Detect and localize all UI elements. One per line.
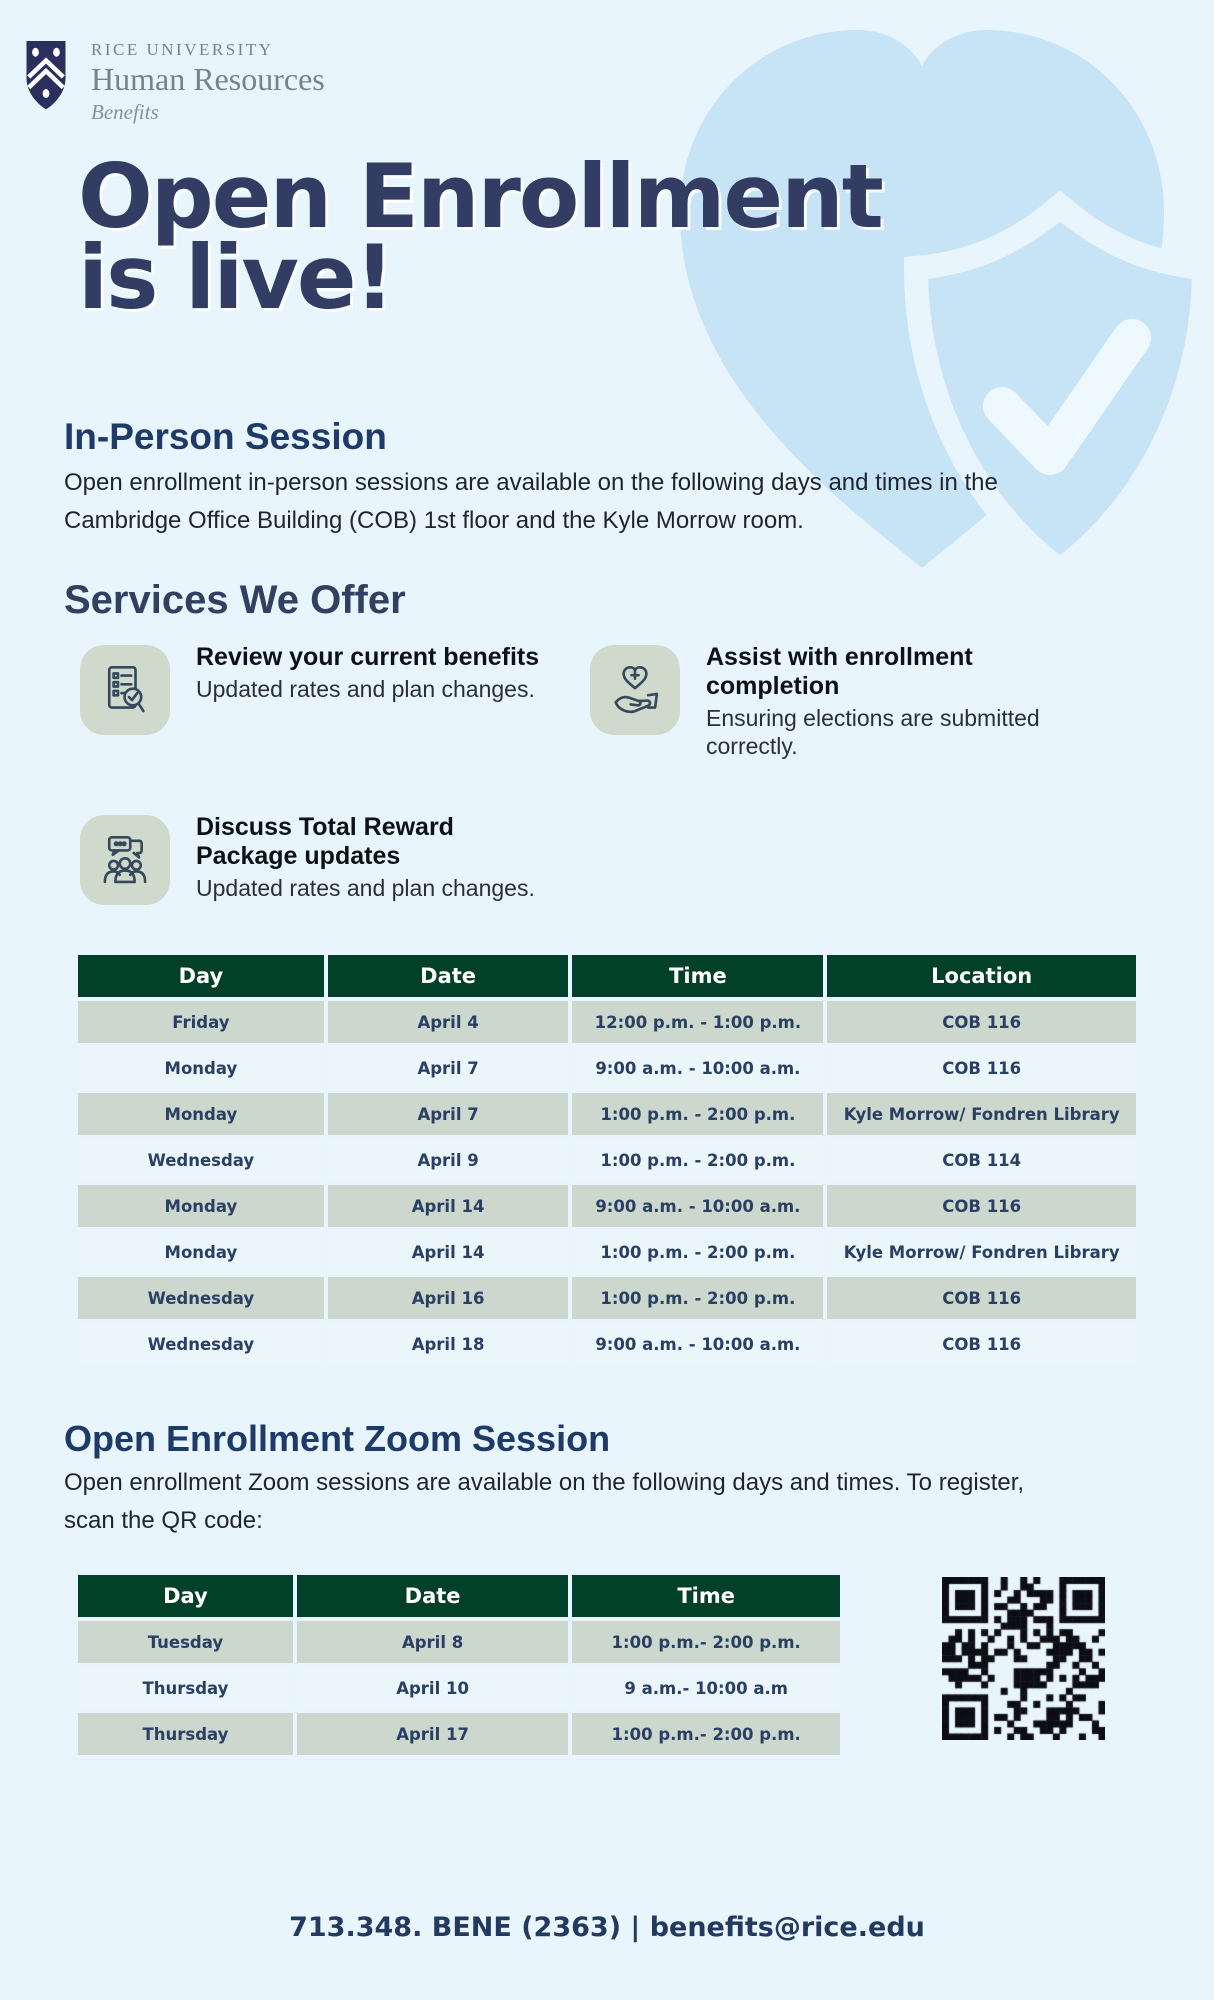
table-row	[78, 1047, 1136, 1089]
table-cell: 9 a.m.- 10:00 a.m	[572, 1667, 840, 1709]
table-cell: April 17	[297, 1713, 568, 1755]
service-desc: Updated rates and plan changes.	[196, 875, 535, 901]
zoom-session-description: Open enrollment Zoom sessions are available on the following days and times. To register, scan the QR code:	[64, 1469, 1025, 1534]
table-cell: Friday	[78, 1001, 324, 1043]
in-person-schedule-table	[74, 951, 1140, 1369]
table-cell: 12:00 p.m. - 1:00 p.m.	[572, 1001, 823, 1043]
logo-dept-name: Human Resources	[91, 61, 325, 97]
table-cell: April 7	[328, 1047, 569, 1089]
table-cell: Kyle Morrow/ Fondren Library	[827, 1231, 1136, 1273]
table-cell: Monday	[78, 1185, 324, 1227]
rice-shield-icon	[25, 39, 67, 112]
table-cell: Wednesday	[78, 1277, 324, 1319]
table-cell: 1:00 p.m. - 2:00 p.m.	[572, 1277, 823, 1319]
table-cell: COB 116	[827, 1277, 1136, 1319]
table-cell: COB 116	[827, 1323, 1136, 1365]
table-row	[78, 1185, 1136, 1227]
table-cell: 1:00 p.m. - 2:00 p.m.	[572, 1139, 823, 1181]
service-item-enrollment-completion	[590, 645, 1090, 760]
table-cell: 9:00 a.m. - 10:00 a.m.	[572, 1047, 823, 1089]
page-title	[78, 145, 882, 329]
table-row	[78, 1667, 840, 1709]
table-cell: April 18	[328, 1323, 569, 1365]
rice-hr-logo	[25, 36, 325, 125]
table-cell: COB 116	[827, 1185, 1136, 1227]
total-rewards-icon	[80, 815, 170, 905]
footer-contact: 713.348. BENE (2363) | benefits@rice.edu	[289, 1912, 925, 1943]
table-cell: Monday	[78, 1047, 324, 1089]
zoom-session-heading: Open Enrollment Zoom Session	[64, 1418, 611, 1459]
table-cell: 9:00 a.m. - 10:00 a.m.	[572, 1185, 823, 1227]
service-title: Discuss Total Reward Package updates	[196, 813, 454, 870]
table-row	[78, 1277, 1136, 1319]
table-cell: 1:00 p.m.- 2:00 p.m.	[572, 1713, 840, 1755]
services-heading: Services We Offer	[64, 578, 406, 622]
page-title-line2: is live!	[78, 226, 393, 329]
table-cell: COB 116	[827, 1001, 1136, 1043]
service-title: Assist with enrollment completion	[706, 643, 973, 700]
table-row	[78, 1231, 1136, 1273]
service-title: Review your current benefits	[196, 643, 540, 671]
page-title-line1: Open Enrollment	[78, 145, 882, 248]
column-header: Day	[78, 1575, 293, 1617]
table-row	[78, 1713, 840, 1755]
service-desc: Updated rates and plan changes.	[196, 676, 535, 702]
table-row	[78, 1001, 1136, 1043]
heart-shield-graphic	[630, 8, 1214, 658]
table-cell: 9:00 a.m. - 10:00 a.m.	[572, 1323, 823, 1365]
column-header: Time	[572, 1575, 840, 1617]
column-header: Day	[78, 955, 324, 997]
column-header: Date	[297, 1575, 568, 1617]
table-cell: 1:00 p.m. - 2:00 p.m.	[572, 1231, 823, 1273]
table-cell: April 14	[328, 1231, 569, 1273]
service-desc: Ensuring elections are submitted correctly.	[706, 705, 1040, 759]
service-item-review-benefits	[80, 645, 590, 760]
table-cell: April 9	[328, 1139, 569, 1181]
column-header: Time	[572, 955, 823, 997]
table-cell: 1:00 p.m.- 2:00 p.m.	[572, 1621, 840, 1663]
table-cell: COB 114	[827, 1139, 1136, 1181]
table-cell: April 16	[328, 1277, 569, 1319]
table-cell: COB 116	[827, 1047, 1136, 1089]
table-row	[78, 1323, 1136, 1365]
service-item-total-rewards	[80, 815, 590, 905]
in-person-heading: In-Person Session	[64, 416, 387, 457]
table-cell: Kyle Morrow/ Fondren Library	[827, 1093, 1136, 1135]
table-cell: April 7	[328, 1093, 569, 1135]
table-header-row	[78, 955, 1136, 997]
table-row	[78, 1621, 840, 1663]
logo-org-name: RICE UNIVERSITY	[91, 40, 274, 59]
zoom-registration-qr-code	[942, 1577, 1105, 1740]
table-cell: Wednesday	[78, 1139, 324, 1181]
table-cell: Monday	[78, 1093, 324, 1135]
table-cell: Wednesday	[78, 1323, 324, 1365]
table-cell: April 10	[297, 1667, 568, 1709]
table-cell: April 14	[328, 1185, 569, 1227]
table-row	[78, 1093, 1136, 1135]
table-cell: Thursday	[78, 1667, 293, 1709]
table-cell: 1:00 p.m. - 2:00 p.m.	[572, 1093, 823, 1135]
table-cell: Tuesday	[78, 1621, 293, 1663]
column-header: Date	[328, 955, 569, 997]
logo-sub-name: Benefits	[91, 100, 159, 124]
table-row	[78, 1139, 1136, 1181]
table-cell: Thursday	[78, 1713, 293, 1755]
column-header: Location	[827, 955, 1136, 997]
zoom-schedule-table	[74, 1571, 844, 1759]
in-person-description: Open enrollment in-person sessions are available on the following days and times in the Cambridge Office Building (COB) 1st floor and the Kyle Morrow room.	[64, 469, 998, 534]
table-cell: April 4	[328, 1001, 569, 1043]
table-cell: Monday	[78, 1231, 324, 1273]
enrollment-completion-icon	[590, 645, 680, 735]
services-grid	[80, 645, 1090, 905]
table-header-row	[78, 1575, 840, 1617]
table-cell: April 8	[297, 1621, 568, 1663]
review-benefits-icon	[80, 645, 170, 735]
